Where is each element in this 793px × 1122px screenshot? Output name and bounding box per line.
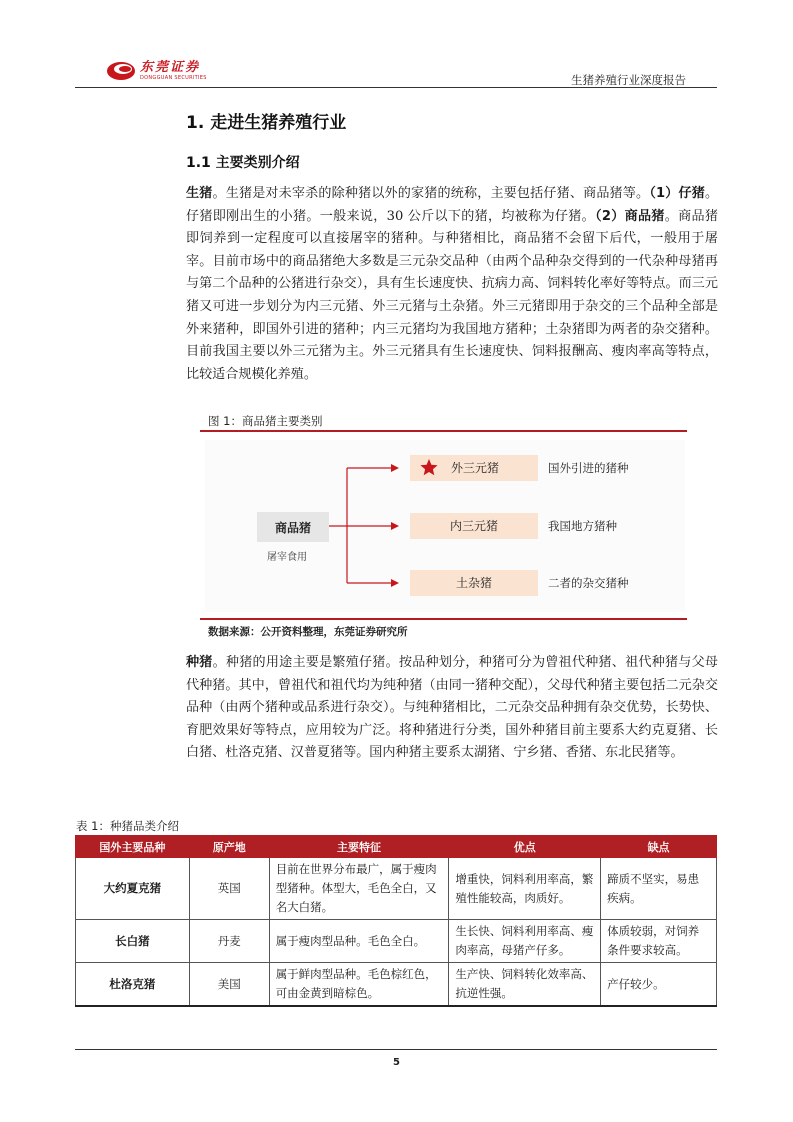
figure-source: 数据来源：公开资料整理，东莞证券研究所 xyxy=(208,626,408,638)
breed-origin: 美国 xyxy=(189,963,269,1007)
column-header: 国外主要品种 xyxy=(76,836,190,858)
breed-cons: 产仔较少。 xyxy=(601,963,717,1007)
breed-pros: 增重快，饲料利用率高，繁殖性能较高，肉质好。 xyxy=(449,858,601,920)
figure-title: 图 1：商品猪主要类别 xyxy=(208,414,323,428)
term-piglet: （1）仔猪 xyxy=(649,186,705,201)
table-row xyxy=(76,963,717,1007)
paragraph-text: 。生猪是对未宰杀的除种猪以外的家猪的统称，主要包括仔猪、商品猪等。 xyxy=(212,186,650,201)
root-sublabel: 屠宰食用 xyxy=(267,552,307,563)
breed-cons: 蹄质不坚实，易患疾病。 xyxy=(601,858,717,920)
subsection-heading: 1.1 主要类别介绍 xyxy=(186,155,300,171)
breed-pros: 生长快、饲料利用率高、瘦肉率高，母猪产仔多。 xyxy=(449,920,601,963)
paragraph-live-pig xyxy=(186,183,718,386)
breed-pros: 生产快、饲料转化效率高、抗逆性强。 xyxy=(449,963,601,1007)
breed-name: 长白猪 xyxy=(76,920,190,963)
figure-bottom-rule xyxy=(200,618,687,620)
section-heading: 1. 走进生猪养殖行业 xyxy=(186,113,347,133)
breed-feature: 目前在世界分布最广，属于瘦肉型猪种。体型大，毛色全白，又名大白猪。 xyxy=(269,858,449,920)
breeds-table xyxy=(75,835,717,1007)
paragraph-text: 。种猪的用途主要是繁殖仔猪。按品种划分，种猪可分为曾祖代种猪、祖代种猪与父母代种猪。其中，曾祖代和祖代均为纯种猪（由同一猪种交配），父母代种猪主要包括二元杂交品种（由两个猪种或品系进行杂交）。与纯种猪相比，二元杂交品种拥有杂交优势，长势快、育肥效果好等特点，应用较为广泛。将种猪进行分类，国外种猪目前主要系大约克夏猪、长白猪、杜洛克猪、汉普夏猪等。国内种猪主要系太湖猪、宁乡猪、香猪、东北民猪等。 xyxy=(186,655,719,761)
branch-label: 土杂猪 xyxy=(455,576,493,590)
table-row xyxy=(76,920,717,963)
table-row xyxy=(76,858,717,920)
breed-feature: 属于鲜肉型品种。毛色棕红色，可由金黄到暗棕色。 xyxy=(269,963,449,1007)
breed-cons: 体质较弱，对饲养条件要求较高。 xyxy=(601,920,717,963)
logo-english-name: DONGGUAN SECURITIES xyxy=(140,74,207,81)
header-divider xyxy=(75,87,717,88)
column-header: 优点 xyxy=(449,836,601,858)
paragraph-text: 。仔猪即刚出生的小猪。一般来说，30 公斤以下的猪，均被称为仔猪。 xyxy=(186,186,719,224)
breed-name: 大约夏克猪 xyxy=(76,858,190,920)
category-diagram xyxy=(205,440,685,612)
root-label: 商品猪 xyxy=(274,521,312,535)
branch-description: 国外引进的猪种 xyxy=(548,461,629,475)
table-title: 表 1：种猪品类介绍 xyxy=(76,819,179,833)
branch-description: 我国地方猪种 xyxy=(548,519,617,533)
paragraph-breeding-pig xyxy=(186,652,718,765)
page-number: 5 xyxy=(393,1057,400,1068)
column-header: 缺点 xyxy=(601,836,717,858)
term-live-pig: 生猪 xyxy=(186,186,213,201)
figure-top-rule xyxy=(200,430,687,432)
branch-label: 外三元猪 xyxy=(450,461,500,475)
term-commercial-pig: （2）商品猪 xyxy=(595,208,665,224)
column-header: 原产地 xyxy=(189,836,269,858)
term-breeding-pig: 种猪 xyxy=(186,655,213,670)
logo-emblem-icon xyxy=(106,60,136,82)
branch-label: 内三元猪 xyxy=(449,519,499,533)
branch-description: 二者的杂交猪种 xyxy=(548,576,629,590)
table-header-row xyxy=(76,836,717,858)
breed-origin: 丹麦 xyxy=(189,920,269,963)
column-header: 主要特征 xyxy=(269,836,449,858)
logo-chinese-name: 东莞证券 xyxy=(140,59,201,75)
breed-feature: 属于瘦肉型品种。毛色全白。 xyxy=(269,920,449,963)
breed-origin: 英国 xyxy=(189,858,269,920)
breed-name: 杜洛克猪 xyxy=(76,963,190,1007)
paragraph-text: 。商品猪即饲养到一定程度可以直接屠宰的猪种。与种猪相比，商品猪不会留下后代，一般用于屠宰。目前市场中的商品猪绝大多数是三元杂交品种（由两个品种杂交得到的一代杂种母猪再与第二个品种的公猪进行杂交），具有生长速度快、抗病力高、饲料转化率好等特点。而三元猪又可进一步划分为内三元猪、外三元猪与土杂猪。外三元猪即用于杂交的三个品种全部是外来猪种，即国外引进的猪种；内三元猪均为我国地方猪种；土杂猪即为两者的杂交猪种。目前我国主要以外三元猪为主。外三元猪具有生长速度快、饲料报酬高、瘦肉率高等特点，比较适合规模化养殖。 xyxy=(186,208,719,382)
footer-divider xyxy=(75,1049,717,1050)
company-logo xyxy=(106,58,246,84)
report-title: 生猪养殖行业深度报告 xyxy=(571,73,686,87)
